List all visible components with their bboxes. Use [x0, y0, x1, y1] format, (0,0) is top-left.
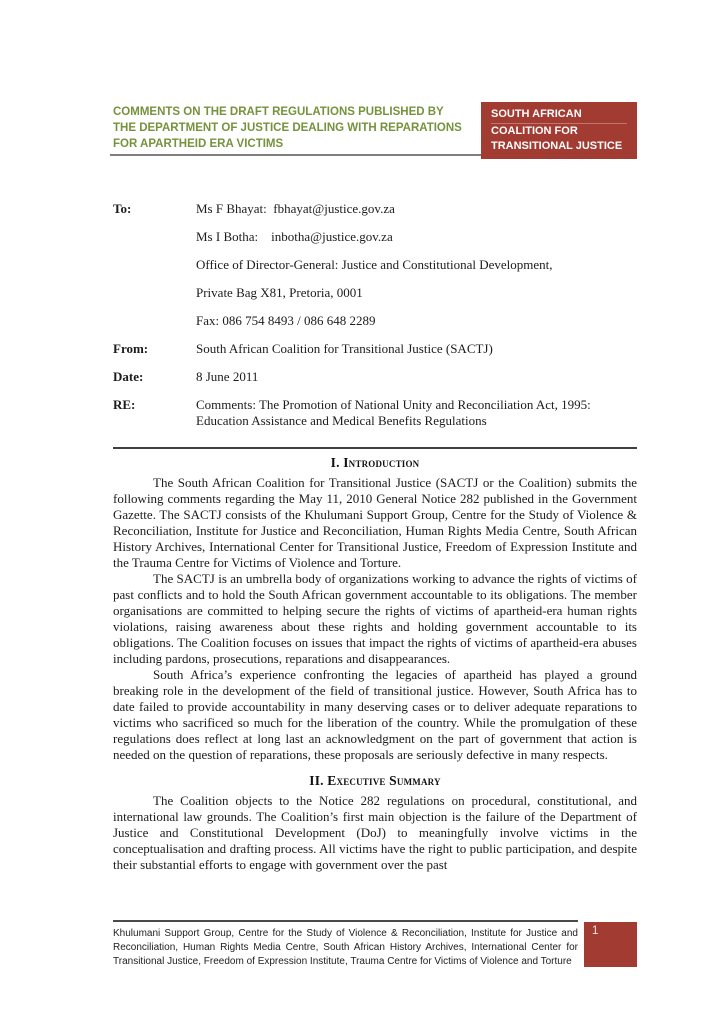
logo-line-1: SOUTH AFRICAN: [491, 107, 627, 124]
body-paragraph: The Coalition objects to the Notice 282 regulations on procedural, constitutional, and international law grounds. The Coalition’s first main objection is the failure of the Department of Justice and Constitutional Development (DoJ) to meaningfully involve victims in the conceptualisation and drafting process. All victims have the right to public participation, and despite their substantial efforts to engage with government over the past: [113, 793, 637, 872]
body-paragraph: The SACTJ is an umbrella body of organizations working to advance the rights of victims of past conflicts and to hold the South African government accountable to its obligations. The member organisations are committed to helping secure the rights of victims of apartheid-era human rights violations, raising awareness about these rights and holding government accountable to its obligations. The Coalition focuses on issues that impact the rights of victims of apartheid-era abuses including pardons, prosecutions, reparations and disappearances.: [113, 571, 637, 666]
section-introduction: [113, 455, 637, 763]
executive-summary-heading: II. Executive Summary: [309, 773, 441, 788]
from-value: South African Coalition for Transitional Justice (SACTJ): [196, 341, 493, 356]
to-value: [196, 201, 637, 329]
sactj-logo: [481, 102, 637, 159]
section-divider: [113, 447, 637, 449]
recipient-line: Fax: 086 754 8493 / 086 648 2289: [196, 313, 376, 328]
document-footer: [113, 918, 637, 1024]
document-header: [113, 100, 637, 159]
body-paragraph: The South African Coalition for Transitional Justice (SACTJ or the Coalition) submits the following comments regarding the May 11, 2010 General Notice 282 published in the Government Gazette. The SACTJ consists of the Khulumani Support Group, Centre for the Study of Violence & Reconciliation, Institute for Justice and Reconciliation, Human Rights Media Centre, South African History Archives, International Center for Transitional Justice, Freedom of Expression Institute and the Trauma Centre for Victims of Violence and Torture.: [113, 475, 637, 570]
footer-organization-list: Khulumani Support Group, Centre for the Study of Violence & Reconciliation, Institute for Justice and Reconciliation, Human Rights Media Centre, South African History Archives, International Center for Transitional Justice, Freedom of Expression Institute, Trauma Centre for Victims of Violence and Torture: [113, 920, 578, 969]
recipient-line: Ms F Bhayat: fbhayat@justice.gov.za: [196, 201, 395, 216]
from-label: From:: [113, 341, 149, 356]
re-label: RE:: [113, 397, 136, 412]
logo-line-3: TRANSITIONAL JUSTICE: [491, 140, 623, 152]
recipient-line: Office of Director-General: Justice and Constitutional Development,: [196, 257, 553, 272]
logo-line-2: COALITION FOR: [491, 124, 578, 137]
section-executive-summary: [113, 773, 637, 873]
document-subject-title: COMMENTS ON THE DRAFT REGULATIONS PUBLISHED BY THE DEPARTMENT OF JUSTICE DEALING WITH REPARATIONS FOR APARTHEID ERA VICTIMS: [113, 106, 462, 150]
introduction-heading: I. Introduction: [330, 455, 420, 470]
date-label: Date:: [113, 369, 144, 384]
to-label: To:: [113, 201, 132, 216]
meta-row-re: [113, 397, 637, 429]
page-number: 1: [592, 925, 599, 937]
recipient-line: Private Bag X81, Pretoria, 0001: [196, 285, 363, 300]
letter-meta: [113, 201, 637, 429]
page-number-badge: [584, 922, 637, 967]
document-content: [113, 100, 637, 873]
body-paragraph: South Africa’s experience confronting the legacies of apartheid has played a ground breaking role in the development of the field of transitional justice. However, South Africa has to date failed to provide accountability in many deserving cases or to deliver adequate reparations to victims who sacrificed so much for the liberation of the country. While the promulgation of these regulations does reflect at long last an acknowledgment on the part of government that action is needed on the question of reparations, these proposals are seriously defective in many respects.: [113, 667, 637, 762]
re-value: Comments: The Promotion of National Unity and Reconciliation Act, 1995: Education Assistance and Medical Benefits Regulations: [196, 397, 591, 428]
recipient-line: Ms I Botha: inbotha@justice.gov.za: [196, 229, 393, 244]
meta-row-date: [113, 369, 637, 385]
date-value: 8 June 2011: [196, 369, 259, 384]
meta-row-from: [113, 341, 637, 357]
meta-row-to: [113, 201, 637, 329]
